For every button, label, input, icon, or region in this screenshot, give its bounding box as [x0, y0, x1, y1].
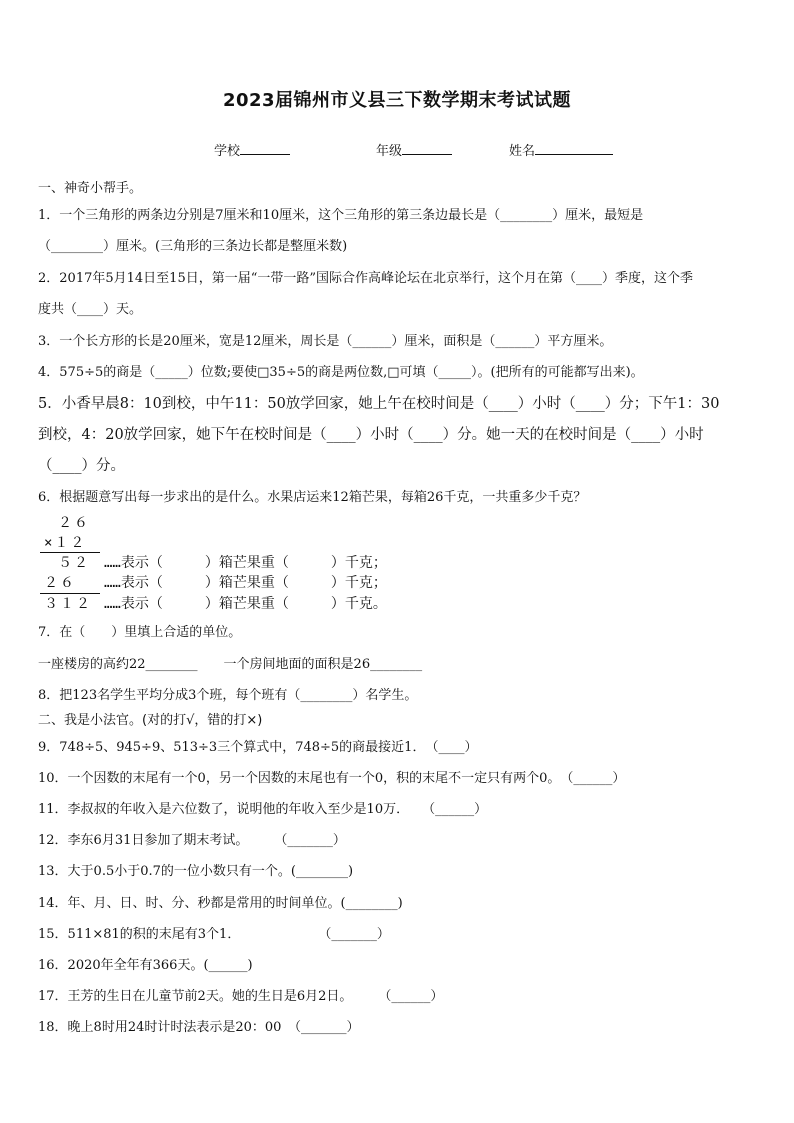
question-11: 11．李叔叔的年收入是六位数了，说明他的年收入至少是10万． （______） [38, 802, 488, 817]
name-blank [535, 142, 613, 155]
school-blank [240, 142, 290, 155]
question-9: 9．748÷5、945÷9、513÷3三个算式中，748÷5的商最接近1． （____） [38, 740, 478, 755]
calc-note-2: ……表示（ ）箱芒果重（ ）千克； [104, 575, 387, 591]
question-17: 17．王芳的生日在儿童节前2天。她的生日是6月2日。 （______） [38, 989, 444, 1004]
vertical-calc-rule-2 [40, 593, 100, 594]
vertical-calc-rule-1 [40, 552, 100, 553]
question-10: 10．一个因数的末尾有一个0，另一个因数的末尾也有一个0，积的末尾不一定只有两个0。 （______） [38, 771, 626, 786]
calc-note-3: ……表示（ ）箱芒果重（ ）千克。 [104, 596, 387, 612]
vertical-calc-product: ３１２ [44, 596, 92, 612]
question-1-line-1: 1．一个三角形的两条边分别是7厘米和10厘米，这个三角形的第三条边最长是（________）厘米，最短是 [38, 208, 644, 223]
question-4: 4．575÷5的商是（_____）位数;要使□35÷5的商是两位数,□可填（_____）。(把所有的可能都写出来)。 [38, 365, 644, 380]
school-label: 学校 [214, 144, 241, 159]
section-2-heading: 二、我是小法官。(对的打√，错的打×) [38, 713, 263, 728]
vertical-calc-partial-2: ２６ [44, 575, 76, 591]
question-5-line-3: （____）分。 [38, 458, 125, 474]
question-12: 12．李东6月31日参加了期末考试。 （_______） [38, 833, 346, 848]
school-field [214, 140, 290, 159]
question-2-line-1: 2．2017年5月14日至15日，第一届“一带一路”国际合作高峰论坛在北京举行，这个月在第（____）季度，这个季 [38, 271, 694, 286]
name-label: 姓名 [509, 144, 536, 159]
question-18: 18．晚上8时用24时计时法表示是20：00 （_______） [38, 1020, 360, 1035]
question-8: 8．把123名学生平均分成3个班，每个班有（________）名学生。 [38, 688, 418, 703]
grade-label: 年级 [376, 144, 403, 159]
name-field [509, 140, 613, 159]
grade-blank [402, 142, 452, 155]
vertical-calc-multiplier: ×１２ [44, 535, 87, 551]
question-13: 13．大于0.5小于0.7的一位小数只有一个。(________) [38, 864, 354, 879]
vertical-calc-multiplicand: ２６ [58, 515, 90, 531]
question-2-line-2: 度共（____）天。 [38, 302, 143, 317]
question-7-line-2: 一座楼房的高约22________ 一个房间地面的面积是26________ [38, 657, 423, 672]
section-1-heading: 一、神奇小帮手。 [38, 181, 143, 196]
vertical-calc-partial-1: ５２ [58, 555, 90, 571]
page-title: 2023届锦州市义县三下数学期末考试试题 [222, 90, 572, 111]
grade-field [376, 140, 452, 159]
question-1-line-2: （________）厘米。(三角形的三条边长都是整厘米数) [38, 239, 348, 254]
question-16: 16．2020年全年有366天。(______) [38, 958, 253, 973]
question-5-line-1: 5．小香早晨8：10到校，中午11：50放学回家，她上午在校时间是（____）小时（____）分；下午1：30 [38, 396, 720, 412]
question-15: 15．511×81的积的末尾有3个1． （_______） [38, 927, 390, 942]
question-7-line-1: 7．在（ ）里填上合适的单位。 [38, 625, 242, 640]
question-14: 14．年、月、日、时、分、秒都是常用的时间单位。(________) [38, 896, 403, 911]
question-6-line-1: 6．根据题意写出每一步求出的是什么。水果店运来12箱芒果，每箱26千克，一共重多少千克？ [38, 490, 587, 505]
question-5-line-2: 到校，4：20放学回家，她下午在校时间是（____）小时（____）分。她一天的在校时间是（____）小时 [38, 427, 704, 443]
question-3: 3．一个长方形的长是20厘米，宽是12厘米，周长是（______）厘米，面积是（______）平方厘米。 [38, 334, 613, 349]
calc-note-1: ……表示（ ）箱芒果重（ ）千克； [104, 555, 387, 571]
